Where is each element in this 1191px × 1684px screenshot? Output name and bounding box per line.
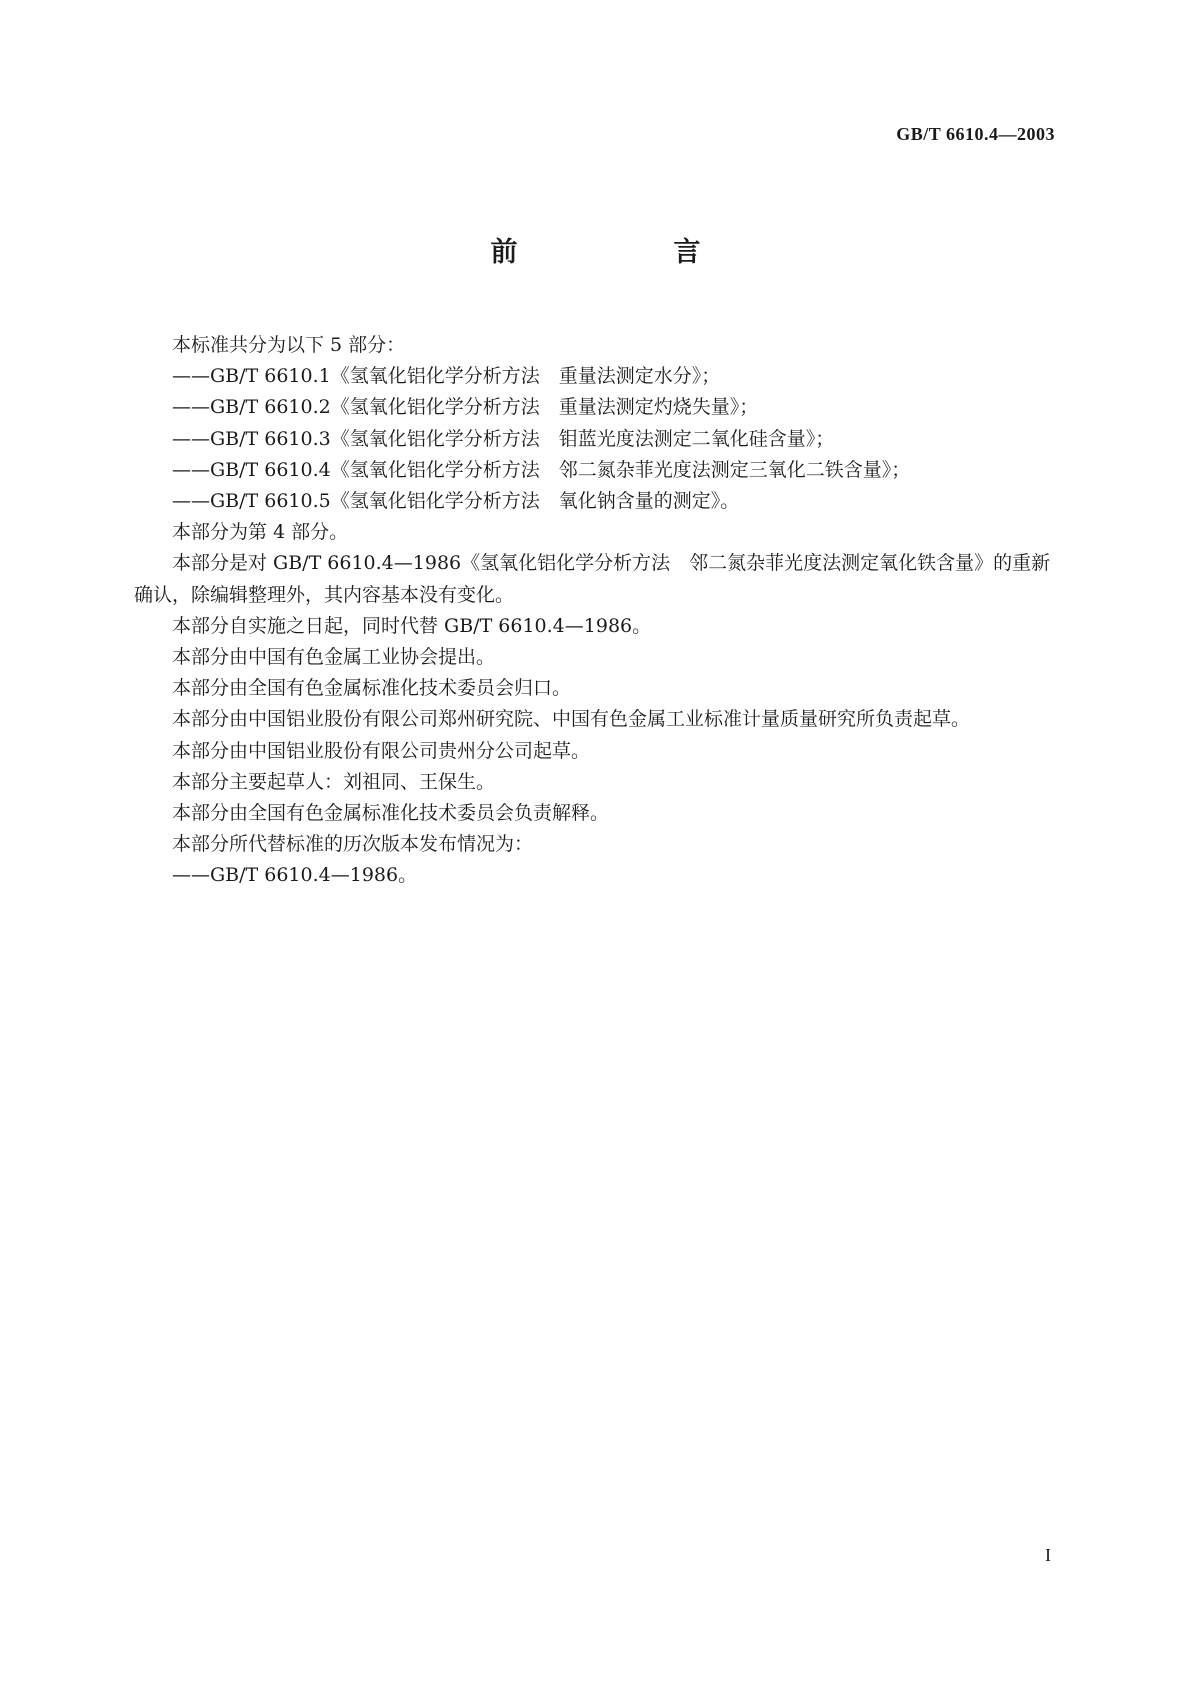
list-item-part-1: ——GB/T 6610.1《氢氧化铝化学分析方法 重量法测定水分》； — [172, 365, 721, 388]
list-item-part-3: ——GB/T 6610.3《氢氧化铝化学分析方法 钼蓝光度法测定二氧化硅含量》； — [172, 427, 835, 450]
list-item-part-2: ——GB/T 6610.2《氢氧化铝化学分析方法 重量法测定灼烧失量》； — [172, 396, 759, 419]
list-item-part-4: ——GB/T 6610.4《氢氧化铝化学分析方法 邻二氮杂菲光度法测定三氧化二铁含量》； — [172, 458, 911, 481]
paragraph-reconfirmation: 本部分是对 GB/T 6610.4—1986《氢氧化铝化学分析方法 邻二氮杂菲光度法测定氧化铁含量》的重新确认，除编辑整理外，其内容基本没有变化。 — [134, 552, 1051, 606]
paragraph-responsible-drafter: 本部分由中国铝业股份有限公司郑州研究院、中国有色金属工业标准计量质量研究所负责起草。 — [172, 708, 971, 731]
paragraph-parts-intro: 本标准共分为以下 5 部分： — [172, 334, 406, 356]
foreword-body — [134, 330, 1063, 892]
paragraph-centralized-by: 本部分由全国有色金属标准化技术委员会归口。 — [172, 677, 572, 700]
paragraph-history-intro: 本部分所代替标准的历次版本发布情况为： — [172, 833, 534, 856]
paragraph-interpretation: 本部分由全国有色金属标准化技术委员会负责解释。 — [172, 802, 610, 825]
paragraph-main-drafters: 本部分主要起草人：刘祖同、王保生。 — [172, 770, 496, 793]
list-item-part-5: ——GB/T 6610.5《氢氧化铝化学分析方法 氧化钠含量的测定》。 — [172, 490, 740, 513]
page-title: 前 言 — [490, 237, 735, 268]
page-number: I — [1045, 1545, 1051, 1565]
paragraph-proposed-by: 本部分由中国有色金属工业协会提出。 — [172, 646, 496, 669]
paragraph-replacement: 本部分自实施之日起，同时代替 GB/T 6610.4—1986。 — [172, 614, 652, 637]
standard-code: GB/T 6610.4—2003 — [896, 124, 1055, 144]
paragraph-drafted-by: 本部分由中国铝业股份有限公司贵州分公司起草。 — [172, 739, 591, 762]
paragraph-part-number: 本部分为第 4 部分。 — [172, 521, 349, 544]
list-item-history: ——GB/T 6610.4—1986。 — [172, 864, 418, 887]
